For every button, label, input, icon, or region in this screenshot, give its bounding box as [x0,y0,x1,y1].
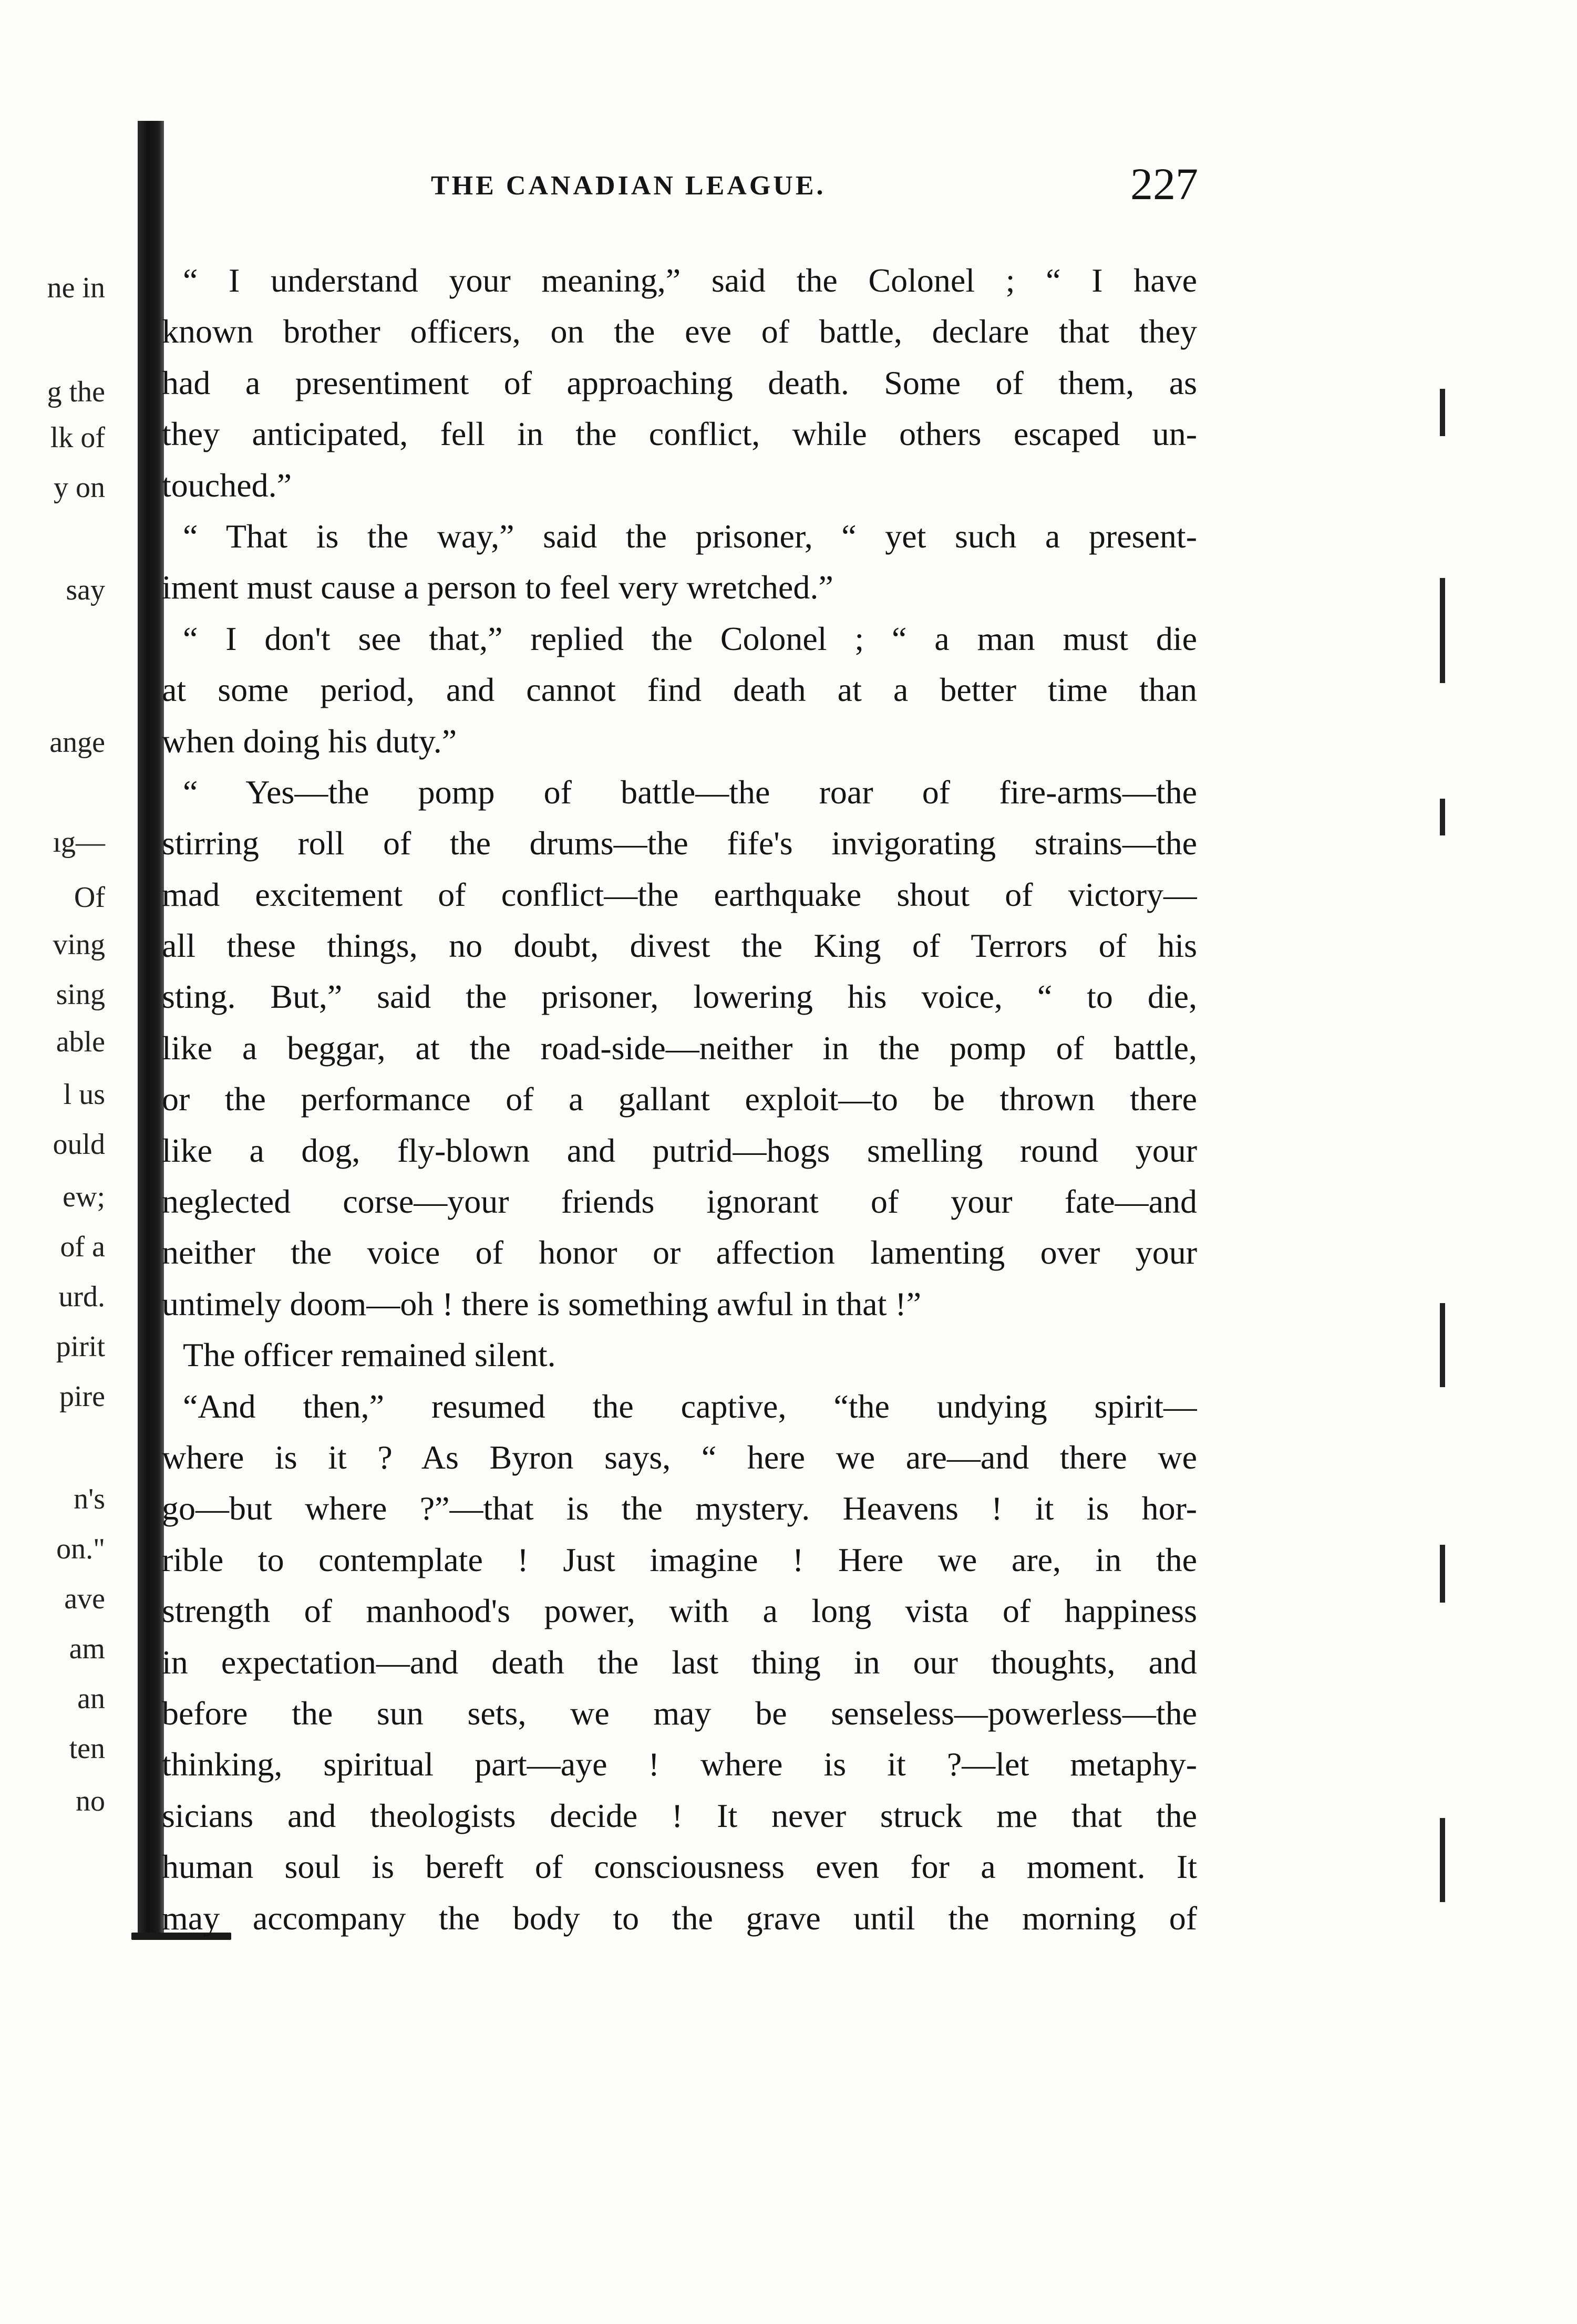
text-line: like a beggar, at the road-side—neither in the pomp of battle, [162,1029,1197,1067]
text-line: all these things, no doubt, divest the King of Terrors of his [162,927,1197,965]
text-line: where is it ? As Byron says, “ here we are—and there we [162,1438,1197,1476]
bleed-text: ving [53,928,105,961]
body-text [162,255,1197,1944]
text-line: stirring roll of the drums—the fife's invigorating strains—the [162,824,1197,862]
page-header [431,158,1198,215]
edge-mark [1440,799,1445,835]
text-line: at some period, and cannot find death at a better time than [162,671,1197,709]
bleed-text: ıg— [53,826,105,859]
bleed-text: no [76,1785,105,1817]
text-line: iment must cause a person to feel very wretched.” [162,569,833,606]
bleed-text: ould [53,1128,105,1161]
text-line: in expectation—and death the last thing in our thoughts, and [162,1643,1197,1681]
bleed-text: sing [56,978,105,1011]
bleed-text: ange [49,726,105,759]
text-line: when doing his duty.” [162,722,457,760]
text-line: or the performance of a gallant exploit—to be thrown there [162,1080,1197,1118]
text-line: may accompany the body to the grave until the morning of [162,1899,1197,1937]
edge-mark [1440,578,1445,683]
text-line: neither the voice of honor or affection lamenting over your [162,1234,1197,1272]
text-line: like a dog, fly-blown and putrid—hogs smelling round your [162,1131,1197,1169]
text-line: touched.” [162,466,292,504]
bleed-text: an [77,1682,105,1715]
text-line: untimely doom—oh ! there is something awful in that !” [162,1285,922,1323]
text-line: sting. But,” said the prisoner, lowering his voice, “ to die, [162,978,1197,1016]
text-line: human soul is bereft of consciousness even for a moment. It [162,1848,1197,1886]
edge-mark [1440,1303,1445,1387]
bleed-text: pirit [56,1330,105,1363]
bleed-text: l us [63,1078,105,1111]
bleed-text: pire [59,1380,105,1413]
text-line: “ Yes—the pomp of battle—the roar of fire-arms—the [183,773,1197,811]
bleed-text: am [69,1633,105,1665]
text-line: thinking, spiritual part—aye ! where is it ?—let metaphy- [162,1745,1197,1783]
text-line: strength of manhood's power, with a long vista of happiness [162,1592,1197,1630]
bleed-text: n's [74,1483,105,1515]
binding-gutter [138,121,164,1939]
text-line: sicians and theologists decide ! It never struck me that the [162,1796,1197,1834]
text-line: “ I understand your meaning,” said the Colonel ; “ I have [183,262,1197,299]
bleed-text: ne in [47,272,105,304]
text-line: “ I don't see that,” replied the Colonel ; “ a man must die [183,619,1197,657]
edge-mark [1440,1545,1445,1603]
bleed-text: ave [64,1583,105,1615]
text-line: neglected corse—your friends ignorant of your fate—and [162,1183,1197,1221]
page-number: 227 [1130,159,1198,209]
bleed-text: g the [47,376,105,408]
bleed-text: ew; [63,1181,105,1213]
bleed-text: Of [74,881,105,914]
text-line: rible to contemplate ! Just imagine ! Here we are, in the [162,1541,1197,1578]
bleed-text: on." [56,1533,105,1565]
bleed-text: y on [54,471,105,504]
text-line: mad excitement of conflict—the earthquake shout of victory— [162,875,1197,913]
text-line: known brother officers, on the eve of battle, declare that they [162,313,1197,350]
edge-mark [1440,389,1445,436]
text-line: The officer remained silent. [183,1336,556,1374]
running-title: THE CANADIAN LEAGUE. [431,171,826,201]
text-line: had a presentiment of approaching death. Some of them, as [162,364,1197,401]
bleed-text: ten [69,1732,105,1765]
text-line: they anticipated, fell in the conflict, while others escaped un- [162,415,1197,453]
bleed-text: say [66,574,105,606]
bleed-text: urd. [58,1280,105,1313]
text-line: “And then,” resumed the captive, “the undying spirit— [183,1387,1197,1425]
bleed-text: of a [60,1231,105,1263]
text-line: go—but where ?”—that is the mystery. Heavens ! it is hor- [162,1490,1197,1527]
right-page-edge [1440,200,1451,1934]
bleed-text: lk of [50,421,105,454]
edge-mark [1440,1818,1445,1902]
bleed-text: able [56,1026,105,1058]
text-line: before the sun sets, we may be senseless—powerless—the [162,1694,1197,1732]
text-line: “ That is the way,” said the prisoner, “ yet such a present- [183,517,1197,555]
